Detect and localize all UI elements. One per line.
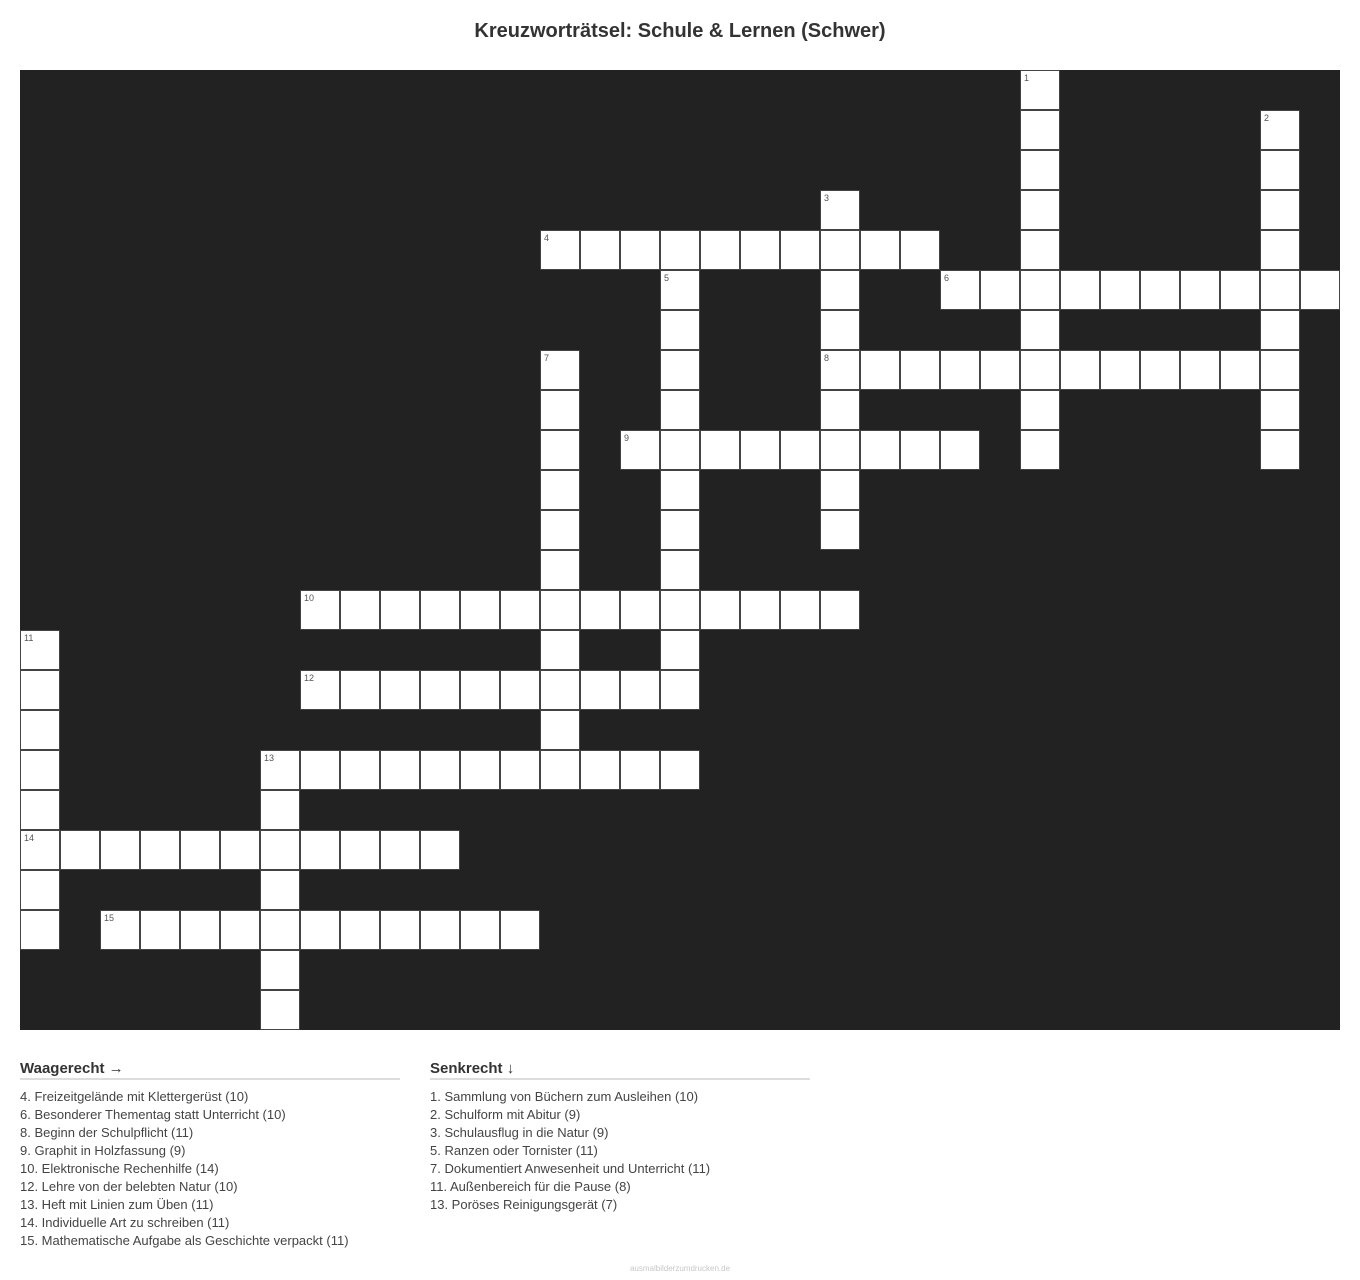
clue-number: 4 [544,233,550,243]
grid-cell[interactable] [500,910,540,950]
grid-cell[interactable] [540,430,580,470]
grid-cell[interactable] [20,750,60,790]
grid-cell[interactable] [300,750,340,790]
clue-number: 10 [304,593,315,603]
grid-cell[interactable] [420,670,460,710]
puzzle-title: Kreuzworträtsel: Schule & Lernen (Schwer) [474,20,886,42]
grid-cell[interactable] [340,910,380,950]
clue-item: 13. Heft mit Linien zum Üben (11) [20,1197,214,1212]
grid-cell[interactable] [660,430,700,470]
grid-cell[interactable] [540,550,580,590]
grid-cell[interactable] [540,630,580,670]
down-clue-list [430,1088,810,1214]
grid-cell[interactable] [340,670,380,710]
clue-number: 12 [304,673,315,683]
grid-cell[interactable] [1060,270,1100,310]
grid-cell[interactable] [660,630,700,670]
grid-cell[interactable] [220,910,260,950]
down-clues [430,1060,810,1214]
clue-item: 6. Besonderer Thementag statt Unterricht (10) [20,1107,286,1122]
grid-cell[interactable] [500,750,540,790]
grid-cell[interactable] [380,590,420,630]
grid-cell[interactable] [1020,190,1060,230]
clue-item: 14. Individuelle Art zu schreiben (11) [20,1215,230,1230]
grid-cell[interactable] [420,910,460,950]
grid-cell[interactable] [260,870,300,910]
grid-cell[interactable] [460,910,500,950]
grid-cell[interactable] [780,590,820,630]
grid-cell[interactable] [260,990,300,1030]
grid-cell[interactable] [1020,430,1060,470]
clue-item: 3. Schulausflug in die Natur (9) [430,1125,609,1140]
grid-cell[interactable] [820,470,860,510]
grid-cell[interactable] [700,590,740,630]
grid-cell[interactable] [820,310,860,350]
grid-cell[interactable] [1020,310,1060,350]
grid-cell[interactable] [1020,350,1060,390]
grid-cell[interactable] [220,830,260,870]
grid-cell[interactable] [380,910,420,950]
grid-cell[interactable] [620,230,660,270]
grid-cell[interactable] [1300,270,1340,310]
grid-cell[interactable] [660,350,700,390]
grid-cell[interactable] [820,350,860,390]
grid-cell[interactable] [1020,270,1060,310]
grid-cell[interactable] [340,830,380,870]
clue-item: 4. Freizeitgelände mit Klettergerüst (10) [20,1089,249,1104]
grid-cell[interactable] [860,230,900,270]
grid-cell[interactable] [900,430,940,470]
grid-cell[interactable] [740,230,780,270]
grid-cell[interactable] [340,750,380,790]
grid-cell[interactable] [500,670,540,710]
grid-cell[interactable] [820,430,860,470]
grid-cell[interactable] [620,750,660,790]
grid-cell[interactable] [740,590,780,630]
grid-cell[interactable] [20,870,60,910]
grid-cell[interactable] [1180,270,1220,310]
clue-number: 14 [24,833,35,843]
grid-cell[interactable] [460,750,500,790]
grid-cell[interactable] [540,590,580,630]
grid-cell[interactable] [660,590,700,630]
grid-cell[interactable] [540,510,580,550]
grid-cell[interactable] [540,230,580,270]
grid-cell[interactable] [1260,190,1300,230]
grid-cell[interactable] [580,230,620,270]
grid-cell[interactable] [140,910,180,950]
clue-item: 9. Graphit in Holzfassung (9) [20,1143,186,1158]
grid-cell[interactable] [620,590,660,630]
clue-item: 12. Lehre von der belebten Natur (10) [20,1179,238,1194]
grid-cell[interactable] [1100,350,1140,390]
grid-cell[interactable] [1260,390,1300,430]
grid-cell[interactable] [900,230,940,270]
clue-number: 9 [624,433,630,443]
clue-number: 15 [104,913,115,923]
grid-cell[interactable] [660,230,700,270]
grid-cell[interactable] [1260,230,1300,270]
grid-cell[interactable] [820,590,860,630]
grid-cell[interactable] [300,910,340,950]
grid-cell[interactable] [660,390,700,430]
clue-number: 13 [264,753,275,763]
grid-cell[interactable] [540,710,580,750]
grid-cell[interactable] [540,350,580,390]
grid-cell[interactable] [420,750,460,790]
grid-cell[interactable] [660,670,700,710]
grid-cell[interactable] [940,270,980,310]
grid-cell[interactable] [260,830,300,870]
grid-cell[interactable] [300,670,340,710]
grid-cell[interactable] [180,830,220,870]
clue-item: 5. Ranzen oder Tornister (11) [430,1143,598,1158]
grid-cell[interactable] [700,230,740,270]
grid-cell[interactable] [540,390,580,430]
grid-cell[interactable] [1020,150,1060,190]
clue-number: 3 [824,193,830,203]
grid-cell[interactable] [500,590,540,630]
crossword-grid [20,70,1340,1030]
grid-cell[interactable] [540,470,580,510]
grid-cell[interactable] [1100,270,1140,310]
grid-cell[interactable] [820,510,860,550]
clue-item: 1. Sammlung von Büchern zum Ausleihen (10) [430,1089,699,1104]
footer-credit: ausmalbilderzumdrucken.de [629,1264,731,1273]
grid-cell[interactable] [1220,350,1260,390]
grid-cell[interactable] [460,590,500,630]
grid-cell[interactable] [860,350,900,390]
grid-cell[interactable] [1220,270,1260,310]
clue-number: 8 [824,353,830,363]
grid-cell[interactable] [140,830,180,870]
clue-item: 10. Elektronische Rechenhilfe (14) [20,1161,219,1176]
grid-cell[interactable] [620,430,660,470]
grid-cell[interactable] [540,670,580,710]
grid-cell[interactable] [60,830,100,870]
clue-item: 8. Beginn der Schulpflicht (11) [20,1125,194,1140]
grid-cell[interactable] [1140,270,1180,310]
clue-item: 11. Außenbereich für die Pause (8) [430,1179,631,1194]
grid-cell[interactable] [580,670,620,710]
grid-cell[interactable] [420,830,460,870]
grid-cell[interactable] [1260,270,1300,310]
grid-cell[interactable] [260,950,300,990]
grid-cell[interactable] [980,270,1020,310]
grid-cell[interactable] [20,830,60,870]
grid-cell[interactable] [1260,310,1300,350]
grid-cell[interactable] [820,390,860,430]
clue-number: 6 [944,273,950,283]
grid-cell[interactable] [1020,110,1060,150]
grid-cell[interactable] [100,830,140,870]
grid-cell[interactable] [420,590,460,630]
grid-cell[interactable] [660,750,700,790]
grid-cell[interactable] [300,590,340,630]
grid-cell[interactable] [660,470,700,510]
clue-item: 7. Dokumentiert Anwesenheit und Unterricht (11) [430,1161,711,1176]
grid-cell[interactable] [100,910,140,950]
grid-cell[interactable] [260,910,300,950]
grid-cell[interactable] [660,270,700,310]
grid-cell[interactable] [1260,430,1300,470]
across-clue-list [20,1088,400,1250]
grid-cell[interactable] [180,910,220,950]
grid-cell[interactable] [260,750,300,790]
clue-number: 1 [1024,73,1030,83]
grid-cell[interactable] [260,790,300,830]
grid-cell[interactable] [340,590,380,630]
grid-cell[interactable] [660,310,700,350]
grid-cell[interactable] [460,670,500,710]
grid-cell[interactable] [820,230,860,270]
across-heading: Waagerecht → [20,1060,400,1080]
grid-cell[interactable] [620,670,660,710]
grid-cell[interactable] [1260,110,1300,150]
grid-cell[interactable] [1140,350,1180,390]
grid-cell[interactable] [20,670,60,710]
across-clues [20,1060,400,1250]
clue-item: 13. Poröses Reinigungsgerät (7) [430,1197,618,1212]
grid-cell[interactable] [20,910,60,950]
grid-cell[interactable] [20,630,60,670]
grid-cell[interactable] [1060,350,1100,390]
clue-item: 2. Schulform mit Abitur (9) [430,1107,581,1122]
grid-cell[interactable] [740,430,780,470]
grid-cell[interactable] [940,350,980,390]
grid-cell[interactable] [1020,390,1060,430]
grid-cell[interactable] [860,430,900,470]
grid-cell[interactable] [820,190,860,230]
grid-cell[interactable] [1180,350,1220,390]
grid-cell[interactable] [380,750,420,790]
grid-cell[interactable] [820,270,860,310]
grid-cell[interactable] [300,830,340,870]
grid-cell[interactable] [1020,230,1060,270]
grid-cell[interactable] [940,430,980,470]
grid-cell[interactable] [380,670,420,710]
grid-cell[interactable] [900,350,940,390]
clue-item: 15. Mathematische Aufgabe als Geschichte verpackt (11) [20,1233,349,1248]
grid-cell[interactable] [540,750,580,790]
grid-cell[interactable] [20,790,60,830]
grid-cell[interactable] [580,590,620,630]
grid-cell[interactable] [1020,70,1060,110]
down-heading: Senkrecht ↓ [430,1060,810,1080]
grid-cell[interactable] [380,830,420,870]
grid-cell[interactable] [780,230,820,270]
grid-cell[interactable] [580,750,620,790]
grid-cell[interactable] [700,430,740,470]
grid-cell[interactable] [1260,150,1300,190]
clue-number: 5 [664,273,670,283]
clue-number: 7 [544,353,550,363]
grid-cell[interactable] [660,510,700,550]
clue-number: 2 [1264,113,1270,123]
grid-cell[interactable] [20,710,60,750]
grid-cell[interactable] [1260,350,1300,390]
grid-cell[interactable] [780,430,820,470]
grid-cell[interactable] [660,550,700,590]
grid-cell[interactable] [980,350,1020,390]
clue-number: 11 [24,633,34,643]
